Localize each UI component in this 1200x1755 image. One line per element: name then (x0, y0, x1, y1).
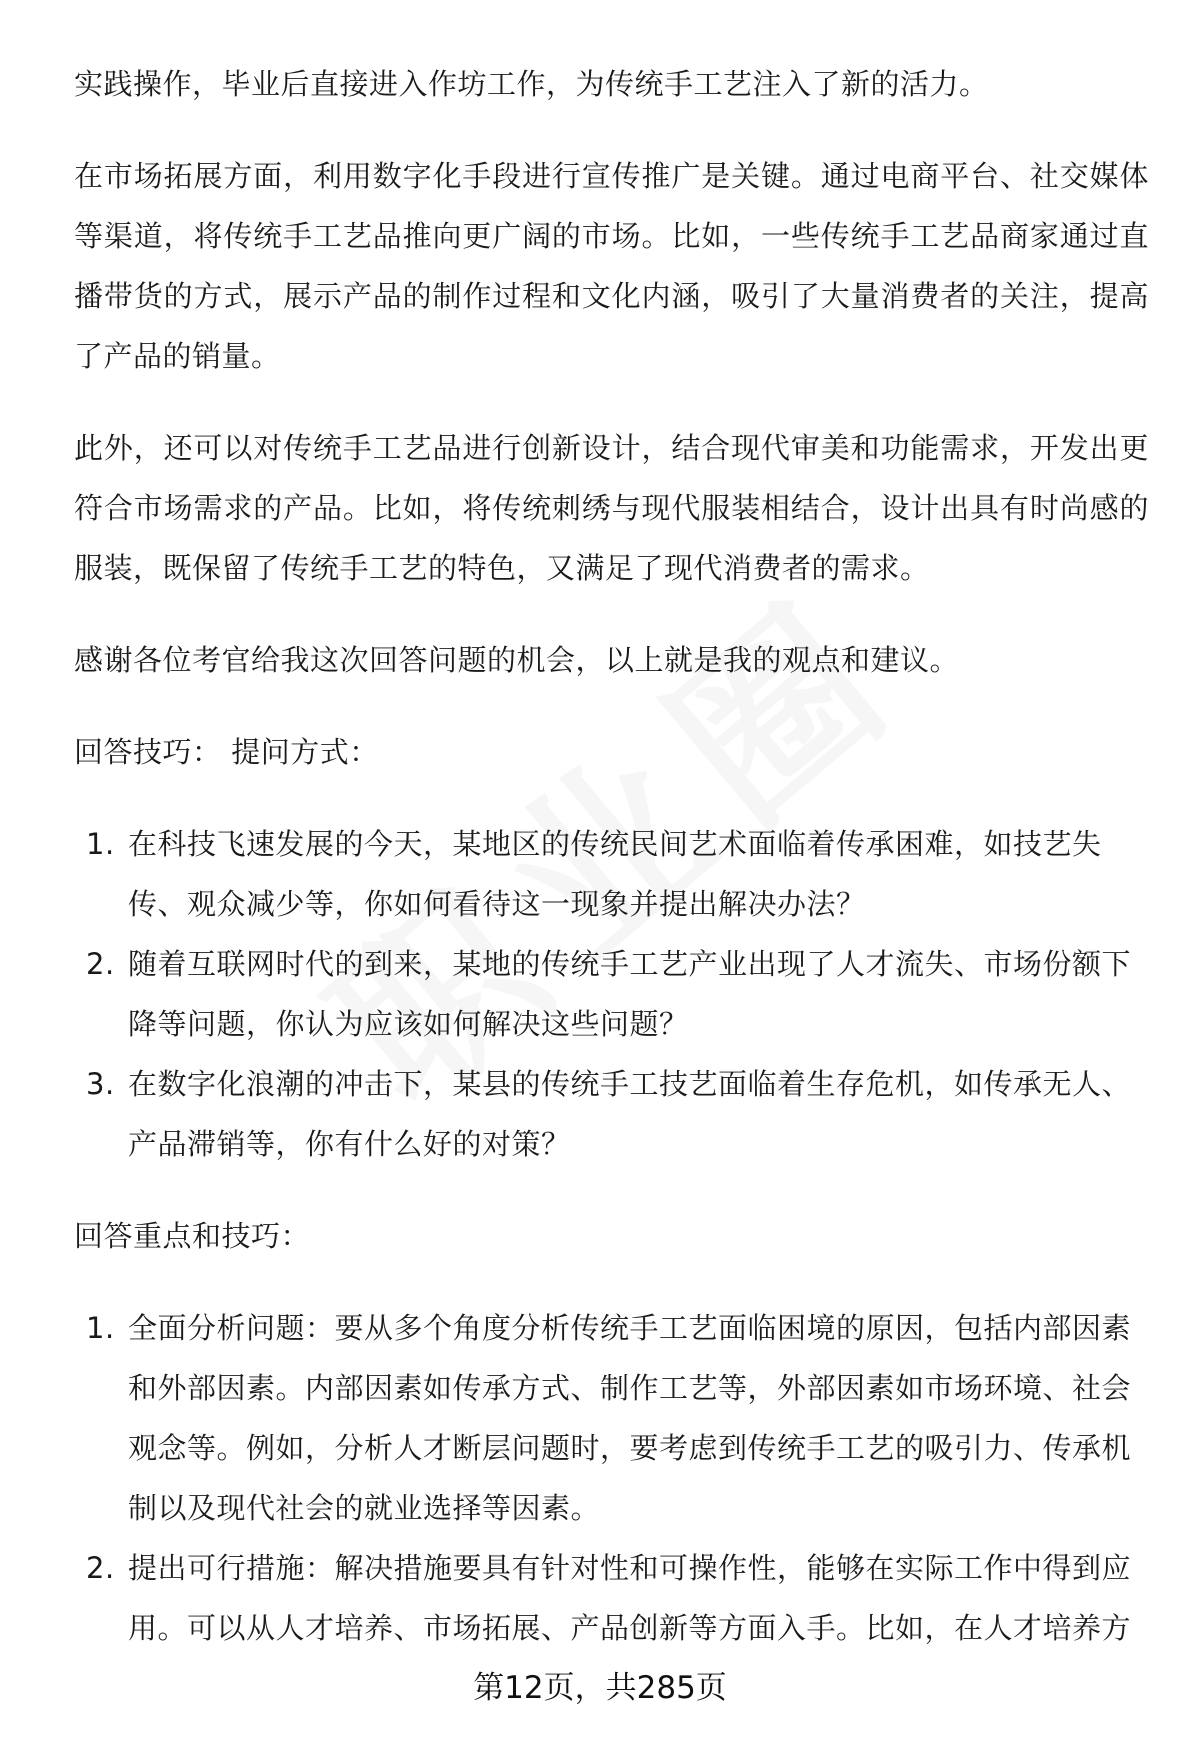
list-number: 1. (86, 827, 115, 861)
section-heading: 回答技巧： 提问方式： (74, 735, 379, 769)
page-content (74, 54, 1149, 1690)
list-item (74, 1054, 1149, 1174)
tips-list (74, 1298, 1149, 1658)
list-item-text: 在科技飞速发展的今天，某地区的传统民间艺术面临着传承困难，如技艺失传、观众减少等，你如何看待这一现象并提出解决办法？ (128, 827, 1102, 921)
page-number-footer: 第12页，共285页 (473, 1670, 727, 1706)
list-number: 1. (86, 1311, 115, 1345)
question-list (74, 814, 1149, 1174)
section-heading: 回答重点和技巧： (74, 1219, 311, 1253)
list-item (74, 1298, 1149, 1538)
list-item-text: 在数字化浪潮的冲击下，某县的传统手工技艺面临着生存危机，如传承无人、产品滞销等，你有什么好的对策？ (128, 1067, 1132, 1161)
list-number: 3. (86, 1067, 115, 1101)
paragraph: 实践操作，毕业后直接进入作坊工作，为传统手工艺注入了新的活力。 (74, 67, 989, 101)
paragraph: 此外，还可以对传统手工艺品进行创新设计，结合现代审美和功能需求，开发出更符合市场需求的产品。比如，将传统刺绣与现代服装相结合，设计出具有时尚感的服装，既保留了传统手工艺的特色，又满足了现代消费者的需求。 (74, 431, 1149, 585)
list-item-text: 全面分析问题：要从多个角度分析传统手工艺面临困境的原因，包括内部因素和外部因素。内部因素如传承方式、制作工艺等，外部因素如市场环境、社会观念等。例如，分析人才断层问题时，要考虑到传统手工艺的吸引力、传承机制以及现代社会的就业选择等因素。 (128, 1311, 1132, 1525)
list-item (74, 814, 1149, 934)
list-item-text: 随着互联网时代的到来，某地的传统手工艺产业出现了人才流失、市场份额下降等问题，你认为应该如何解决这些问题？ (128, 947, 1132, 1041)
list-item (74, 934, 1149, 1054)
list-item-text: 提出可行措施：解决措施要具有针对性和可操作性，能够在实际工作中得到应用。可以从人才培养、市场拓展、产品创新等方面入手。比如，在人才培养方 (128, 1551, 1132, 1645)
list-number: 2. (86, 947, 115, 981)
paragraph: 在市场拓展方面，利用数字化手段进行宣传推广是关键。通过电商平台、社交媒体等渠道，将传统手工艺品推向更广阔的市场。比如，一些传统手工艺品商家通过直播带货的方式，展示产品的制作过程和文化内涵，吸引了大量消费者的关注，提高了产品的销量。 (74, 159, 1149, 373)
list-item (74, 1538, 1149, 1658)
list-number: 2. (86, 1551, 115, 1585)
paragraph: 感谢各位考官给我这次回答问题的机会，以上就是我的观点和建议。 (74, 643, 960, 677)
